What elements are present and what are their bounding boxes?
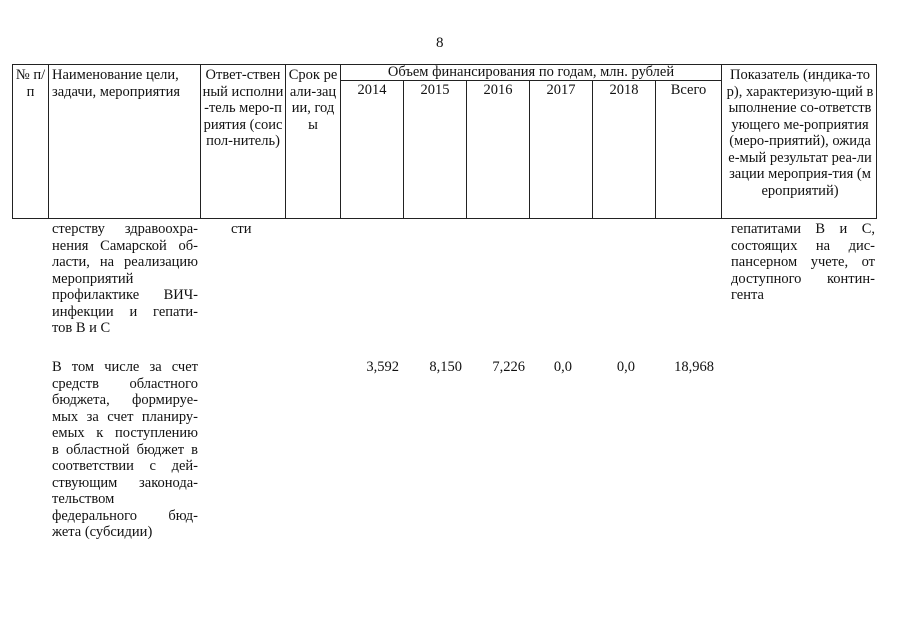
row2-name-line: В том числе за счет [52,359,198,375]
row2-value-2018: 0,0 [616,359,635,375]
header-col-responsible: Ответ-ственный исполни-тель меро-приятия (соиспол-нитель) [202,67,284,149]
row2-name-line: емых к поступлению [52,425,198,441]
header-col-funding: Объем финансирования по годам, млн. рублей [387,64,675,80]
row2-value-2017: 0,0 [553,359,572,375]
header-year-2016: 2016 [483,82,513,98]
row1-indicator-line: состоящих на дис- [731,237,875,254]
row2-value-2015: 8,150 [429,359,462,375]
row1-name-line: стерству здравоохра- [52,221,198,237]
row2-value-2014: 3,592 [366,359,399,375]
row2-name-line: бюджета, формируе- [52,392,198,408]
row1-indicator-line: гента [731,287,764,303]
row1-name-line: тов В и С [52,320,111,336]
row1-indicator-line: доступного контин- [731,270,875,287]
row2-name-line: ствующим законода- [52,474,198,491]
row2-name-line: соответствии с дей- [52,458,198,474]
row1-name-line: ласти, на реализацию [52,254,198,270]
row1-name-line: мероприятий [52,270,134,287]
row2-name [52,359,198,541]
row2-value-total: 18,968 [674,359,714,375]
header-col-term: Срок реали-зации, годы [288,67,338,133]
row1-name [52,221,198,337]
page-number: 8 [436,35,444,51]
row2-name-line: тельством [52,491,115,507]
row1-name-line: нения Самарской об- [52,237,198,254]
header-year-2018: 2018 [609,82,639,98]
header-col-number: № п/п [15,67,46,100]
row1-responsible: сти [231,221,252,237]
row2-value-2016: 7,226 [492,359,525,375]
header-total: Всего [670,82,707,98]
header-col-name: Наименование цели, задачи, мероприятия [52,67,181,100]
header-year-2015: 2015 [420,82,450,98]
row1-name-line: профилактике ВИЧ- [52,287,198,303]
row2-name-line: средств областного [52,375,198,392]
row2-name-line: в областной бюджет в [52,441,198,458]
row2-name-line: жета (субсидии) [52,524,153,540]
row1-indicator-line: гепатитами В и С, [731,221,875,237]
header-year-2014: 2014 [357,82,387,98]
row2-name-line: мых за счет планиру- [52,408,198,425]
header-year-2017: 2017 [546,82,576,98]
row2-name-line: федерального бюд- [52,507,198,524]
row1-indicator [731,221,875,304]
row1-indicator-line: пансерном учете, от [731,254,875,270]
header-col-indicator: Показатель (индика-тор), характеризую-щий выполнение со-ответствующего ме-роприятия (меро-приятий), ожидае-мый результат реа-лизации мероприя-тия (мероприятий) [726,67,874,199]
row1-name-line: инфекции и гепати- [52,303,198,320]
